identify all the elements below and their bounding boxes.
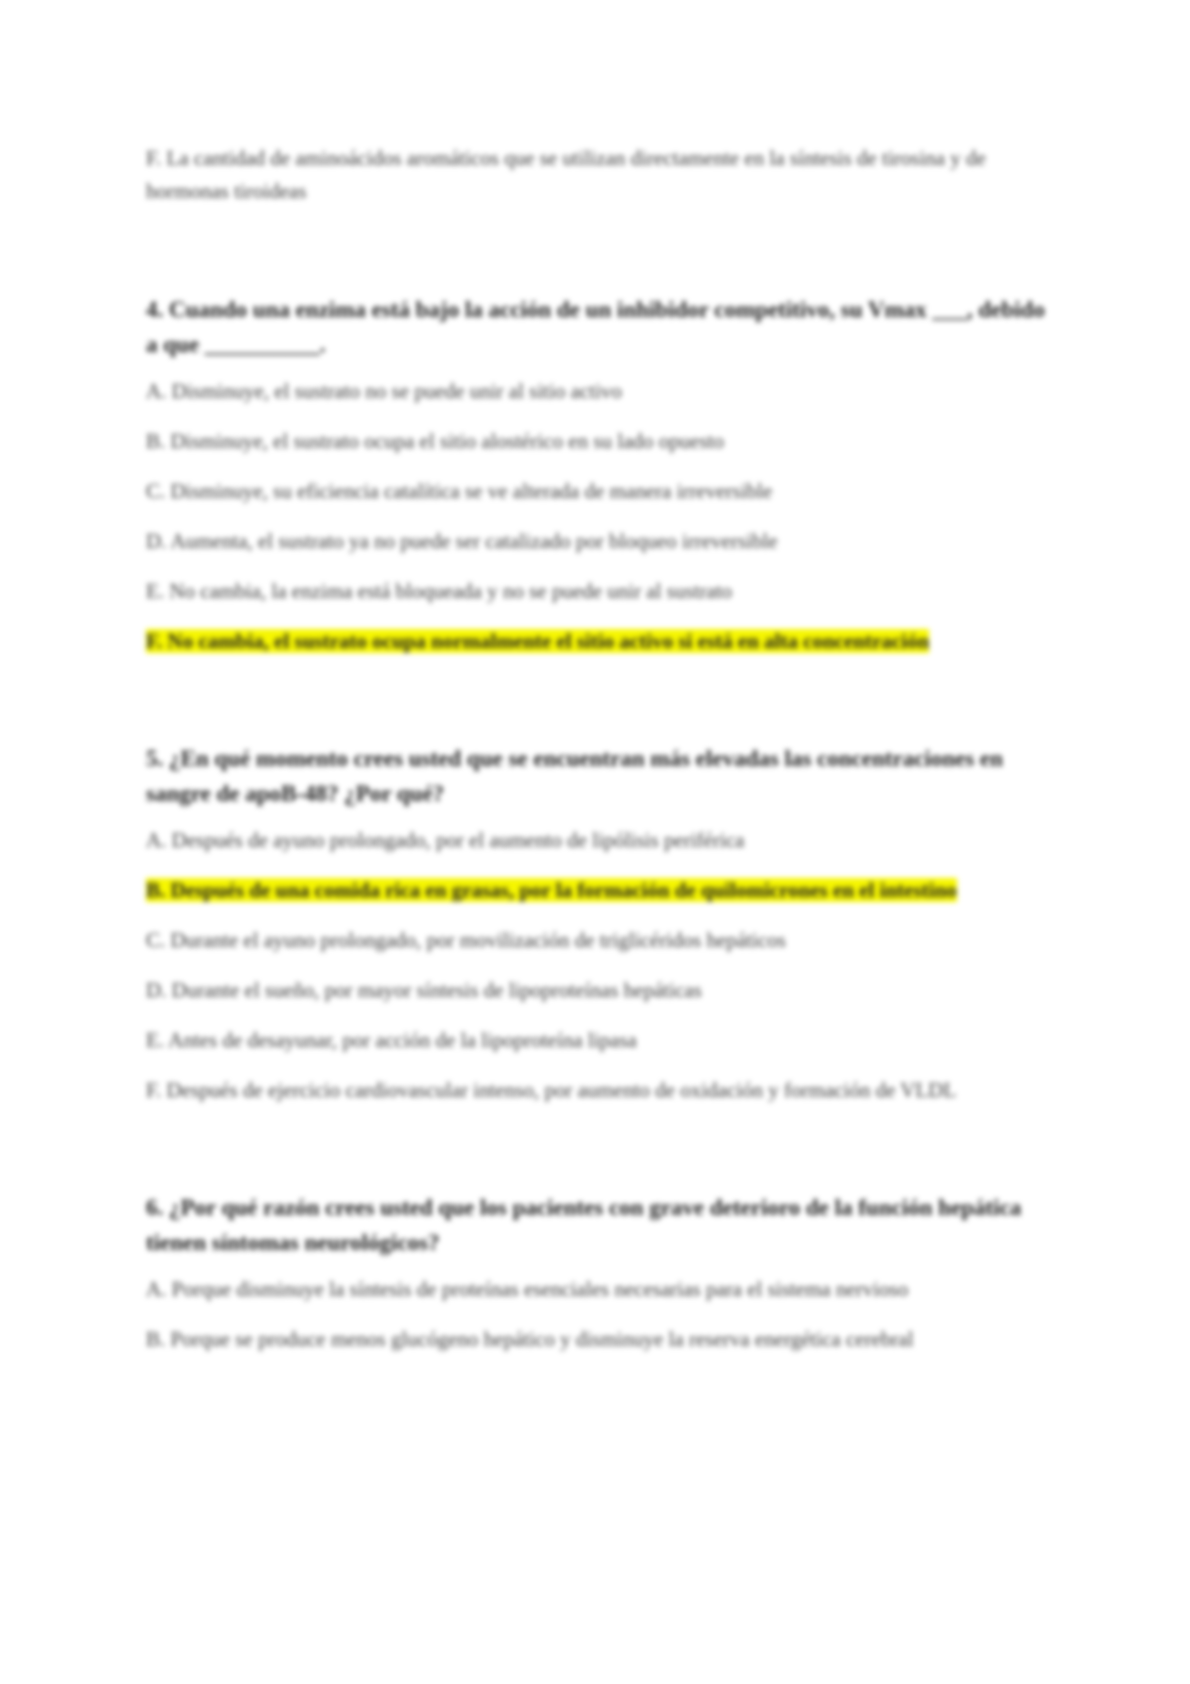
question-block-5	[146, 741, 1046, 1107]
answer-option-c: C. Disminuye, su eficiencia catalítica se ve alterada de manera irreversible	[146, 479, 773, 503]
answer-option-c: C. Durante el ayuno prolongado, por movilización de triglicéridos hepáticos	[146, 928, 786, 952]
question-block-4	[146, 292, 1046, 658]
answer-option-e: E. No cambia, la enzima está bloqueada y no se puede unir al sustrato	[146, 579, 733, 603]
answer-option-f: F. Después de ejercicio cardiovascular intenso, por aumento de oxidación y formación de VLDL	[146, 1078, 957, 1102]
answer-option-d: D. Durante el sueño, por mayor síntesis de lipoproteínas hepáticas	[146, 978, 702, 1002]
question-block-6	[146, 1190, 1046, 1356]
fragment-option-f: F. La cantidad de aminoácidos aromáticos que se utilizan directamente en la síntesis de tirosina y de hormonas tiroideas	[146, 146, 986, 203]
answer-option-b-highlighted	[146, 874, 1046, 907]
answer-option-e: E. Antes de desayunar, por acción de la lipoproteína lipasa	[146, 1028, 637, 1052]
answer-option-b: B. Disminuye, el sustrato ocupa el sitio alostérico en su lado opuesto	[146, 429, 724, 453]
answer-option-d: D. Aumenta, el sustrato ya no puede ser catalizado por bloqueo irreversible	[146, 529, 778, 553]
document-content	[146, 142, 1046, 1373]
question-stem: 6. ¿Por qué razón crees usted que los pacientes con grave deterioro de la función hepática tienen síntomas neurológicos?	[146, 1195, 1022, 1255]
correct-answer-highlight: F. No cambia, el sustrato ocupa normalmente el sitio activo si está en alta concentración	[146, 629, 930, 653]
answer-option-a: A. Disminuye, el sustrato no se puede unir al sitio activo	[146, 379, 622, 403]
correct-answer-highlight: B. Después de una comida rica en grasas, por la formación de quilomicrones en el intestino	[146, 878, 957, 902]
answer-option-a: A. Porque disminuye la síntesis de proteínas esenciales necesarias para el sistema nervioso	[146, 1277, 909, 1301]
answer-option-a: A. Después de ayuno prolongado, por el aumento de lipólisis periférica	[146, 828, 745, 852]
answer-option-b: B. Porque se produce menos glucógeno hepático y disminuye la reserva energética cerebral	[146, 1327, 914, 1351]
question-stem: 5. ¿En qué momento crees usted que se encuentran más elevadas las concentraciones en sangre de apoB-48? ¿Por qué?	[146, 746, 1003, 806]
question-stem: 4. Cuando una enzima está bajo la acción de un inhibidor competitivo, su Vmax ___, debido a que __________.	[146, 297, 1045, 357]
answer-option-f-highlighted	[146, 625, 1046, 658]
